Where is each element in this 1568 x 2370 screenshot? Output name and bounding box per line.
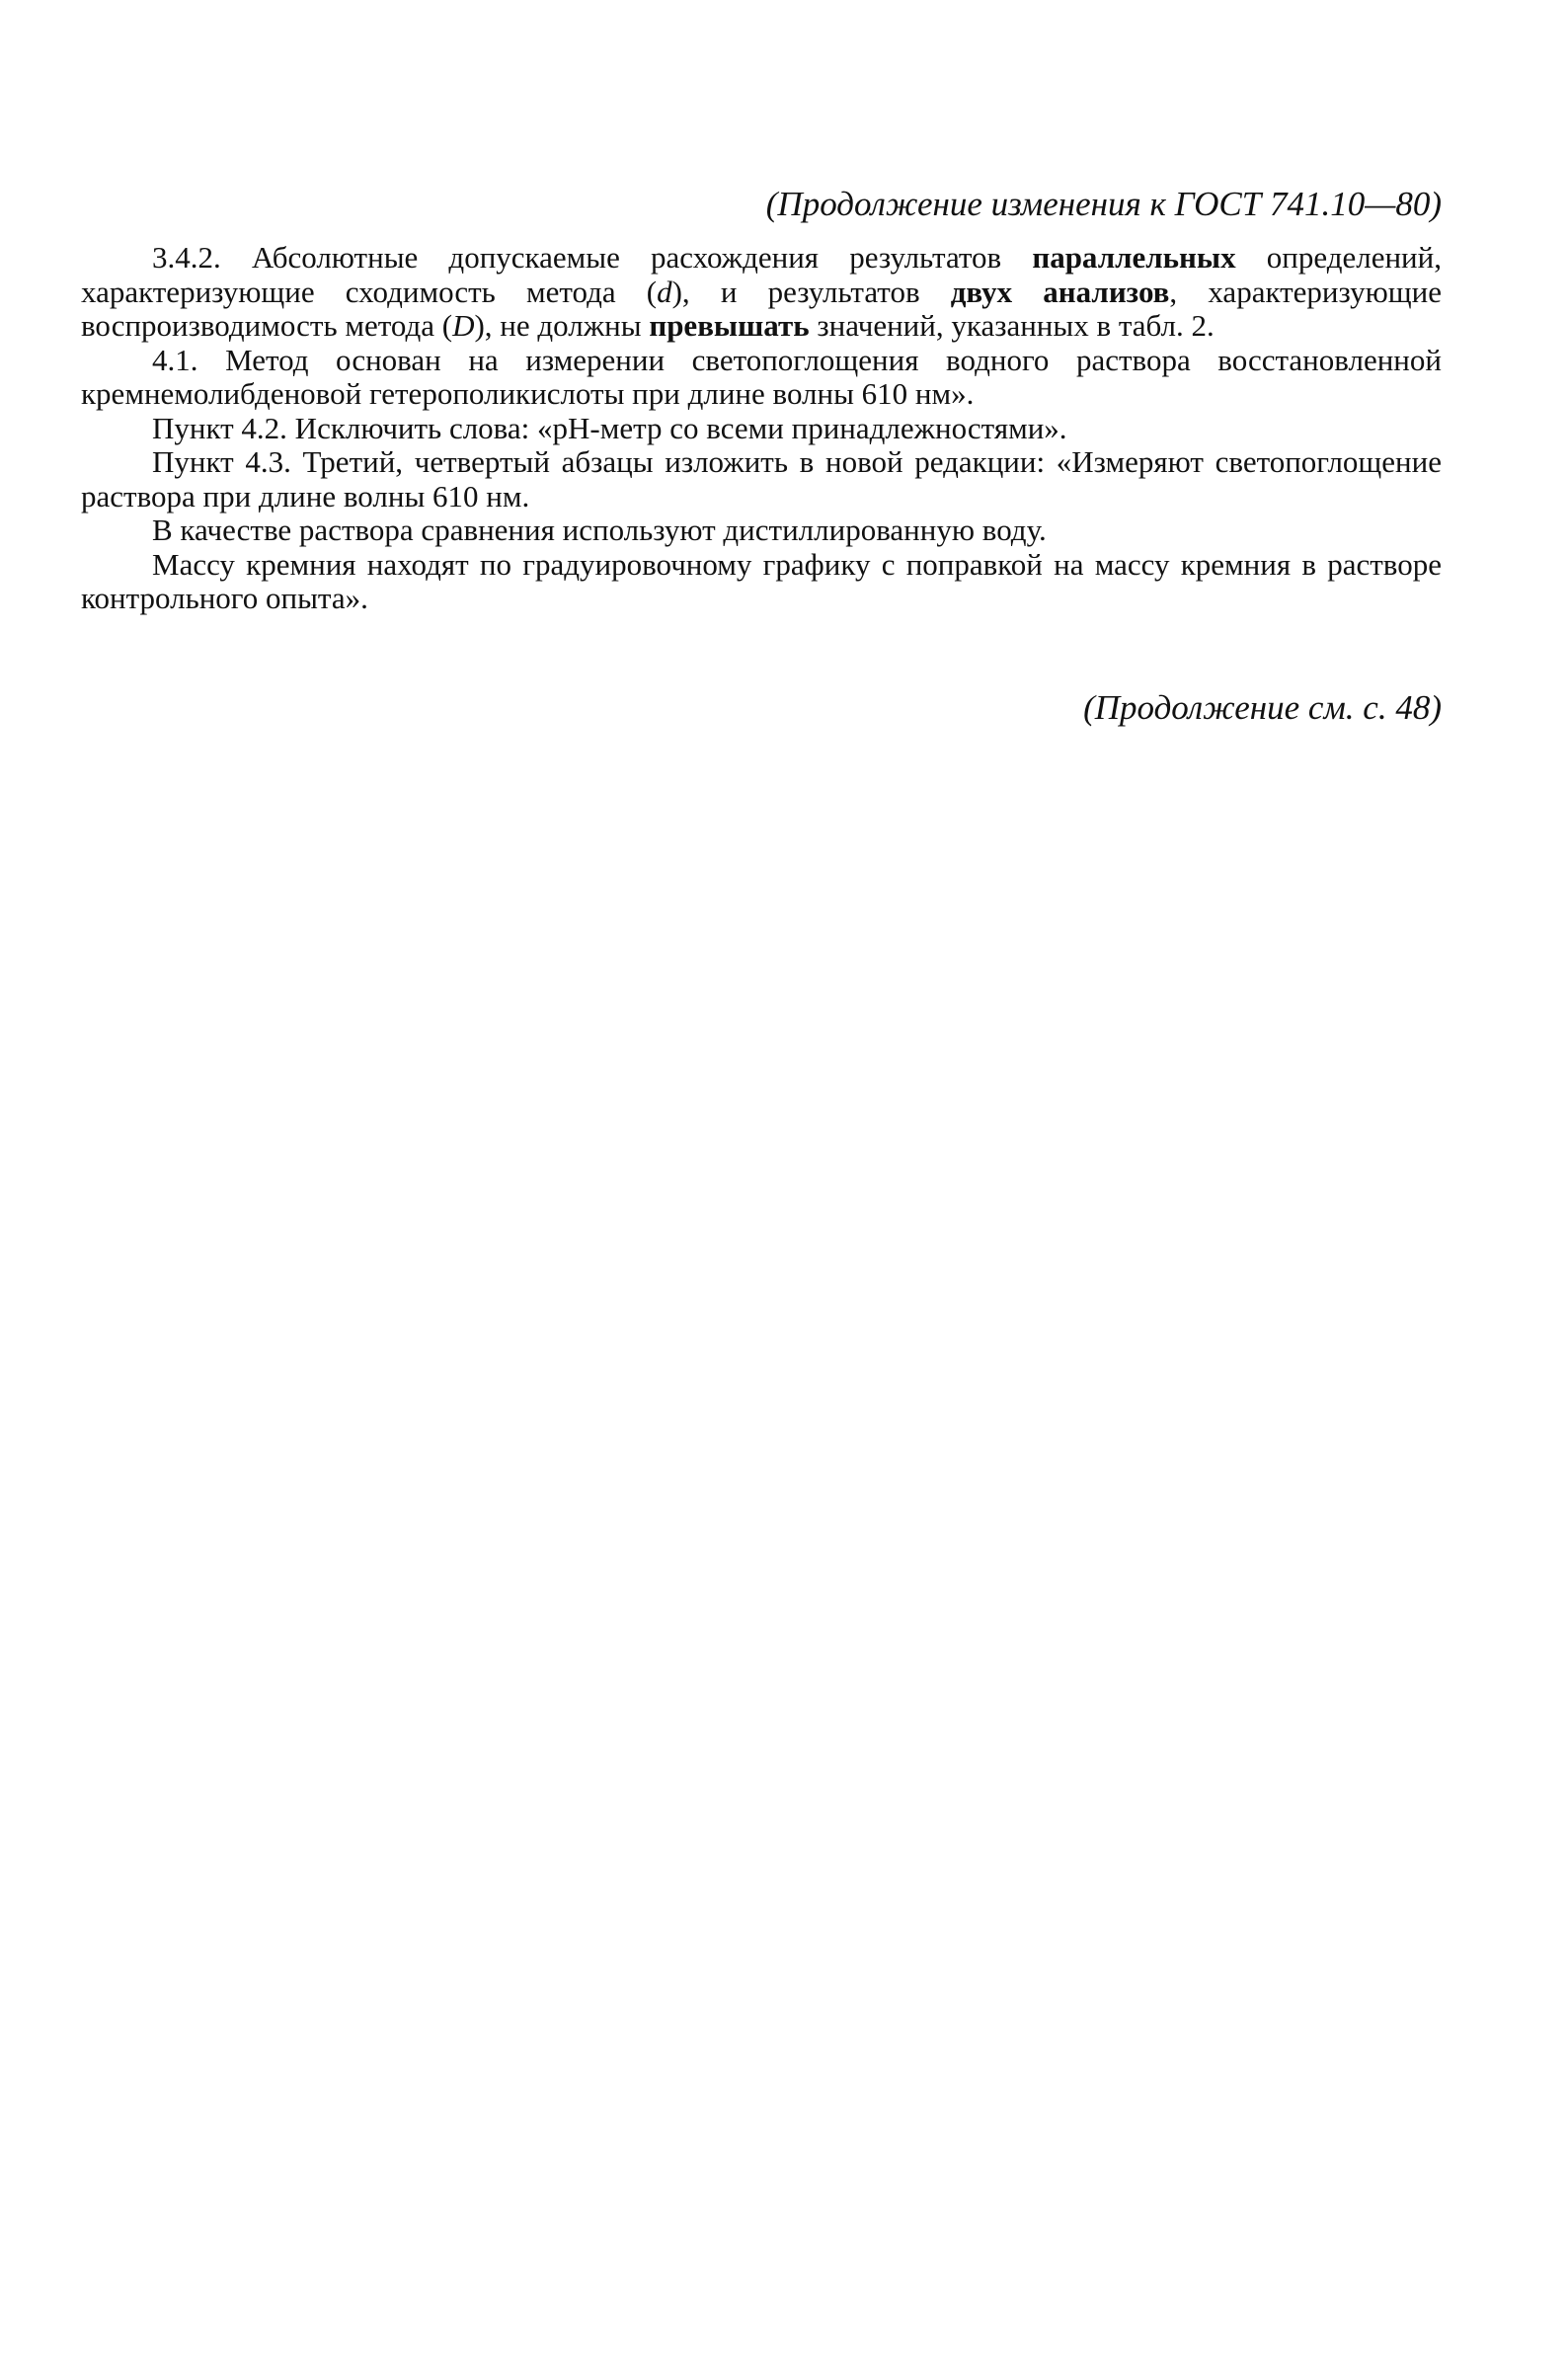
document-body — [81, 241, 1442, 616]
p342-text-b: параллельных — [1032, 240, 1236, 275]
p342-text-k: значений, указанных в табл. 2. — [809, 308, 1215, 343]
paragraph-4-3-reference-solution: В качестве раствора сравнения используют дистиллированную воду. — [152, 513, 1047, 547]
paragraph-4-2: Пункт 4.2. Исключить слова: «рН-метр со всеми принадлежностями». — [152, 410, 1067, 445]
p342-text-j: превышать — [649, 308, 810, 343]
header-continuation-note: (Продолжение изменения к ГОСТ 741.10—80) — [765, 185, 1442, 223]
p342-text-c: определений, характеризующие сходимость метода ( — [81, 240, 1442, 309]
footer-continuation-note: (Продолжение см. с. 48) — [1083, 688, 1442, 727]
paragraph-3-4-2 — [81, 241, 1442, 344]
p342-symbol-d: d — [657, 274, 672, 309]
p342-text-a: 3.4.2. Абсолютные допускаемые расхождения результатов — [152, 240, 1033, 275]
paragraph-4-3: Пункт 4.3. Третий, четвертый абзацы изложить в новой редакции: «Измеряют светопоглощение раствора при длине волны 610 нм. — [81, 444, 1442, 514]
paragraph-4-3-silicon-mass: Массу кремния находят по градуировочному графику с поправкой на массу кремния в растворе контрольного опыта». — [81, 546, 1442, 615]
paragraph-4-1: 4.1. Метод основан на измерении светопоглощения водного раствора восстановленной кремнемолибденовой гетерополикислоты при длине волны 610 нм». — [81, 342, 1442, 411]
p342-text-f: двух анализов — [950, 274, 1170, 309]
p342-text-e: ), и результатов — [671, 274, 951, 309]
p342-symbol-D: D — [452, 308, 475, 343]
p342-text-i: ), не должны — [474, 308, 650, 343]
p342-text-g: , характеризующие воспроизводимость метода ( — [81, 274, 1442, 343]
